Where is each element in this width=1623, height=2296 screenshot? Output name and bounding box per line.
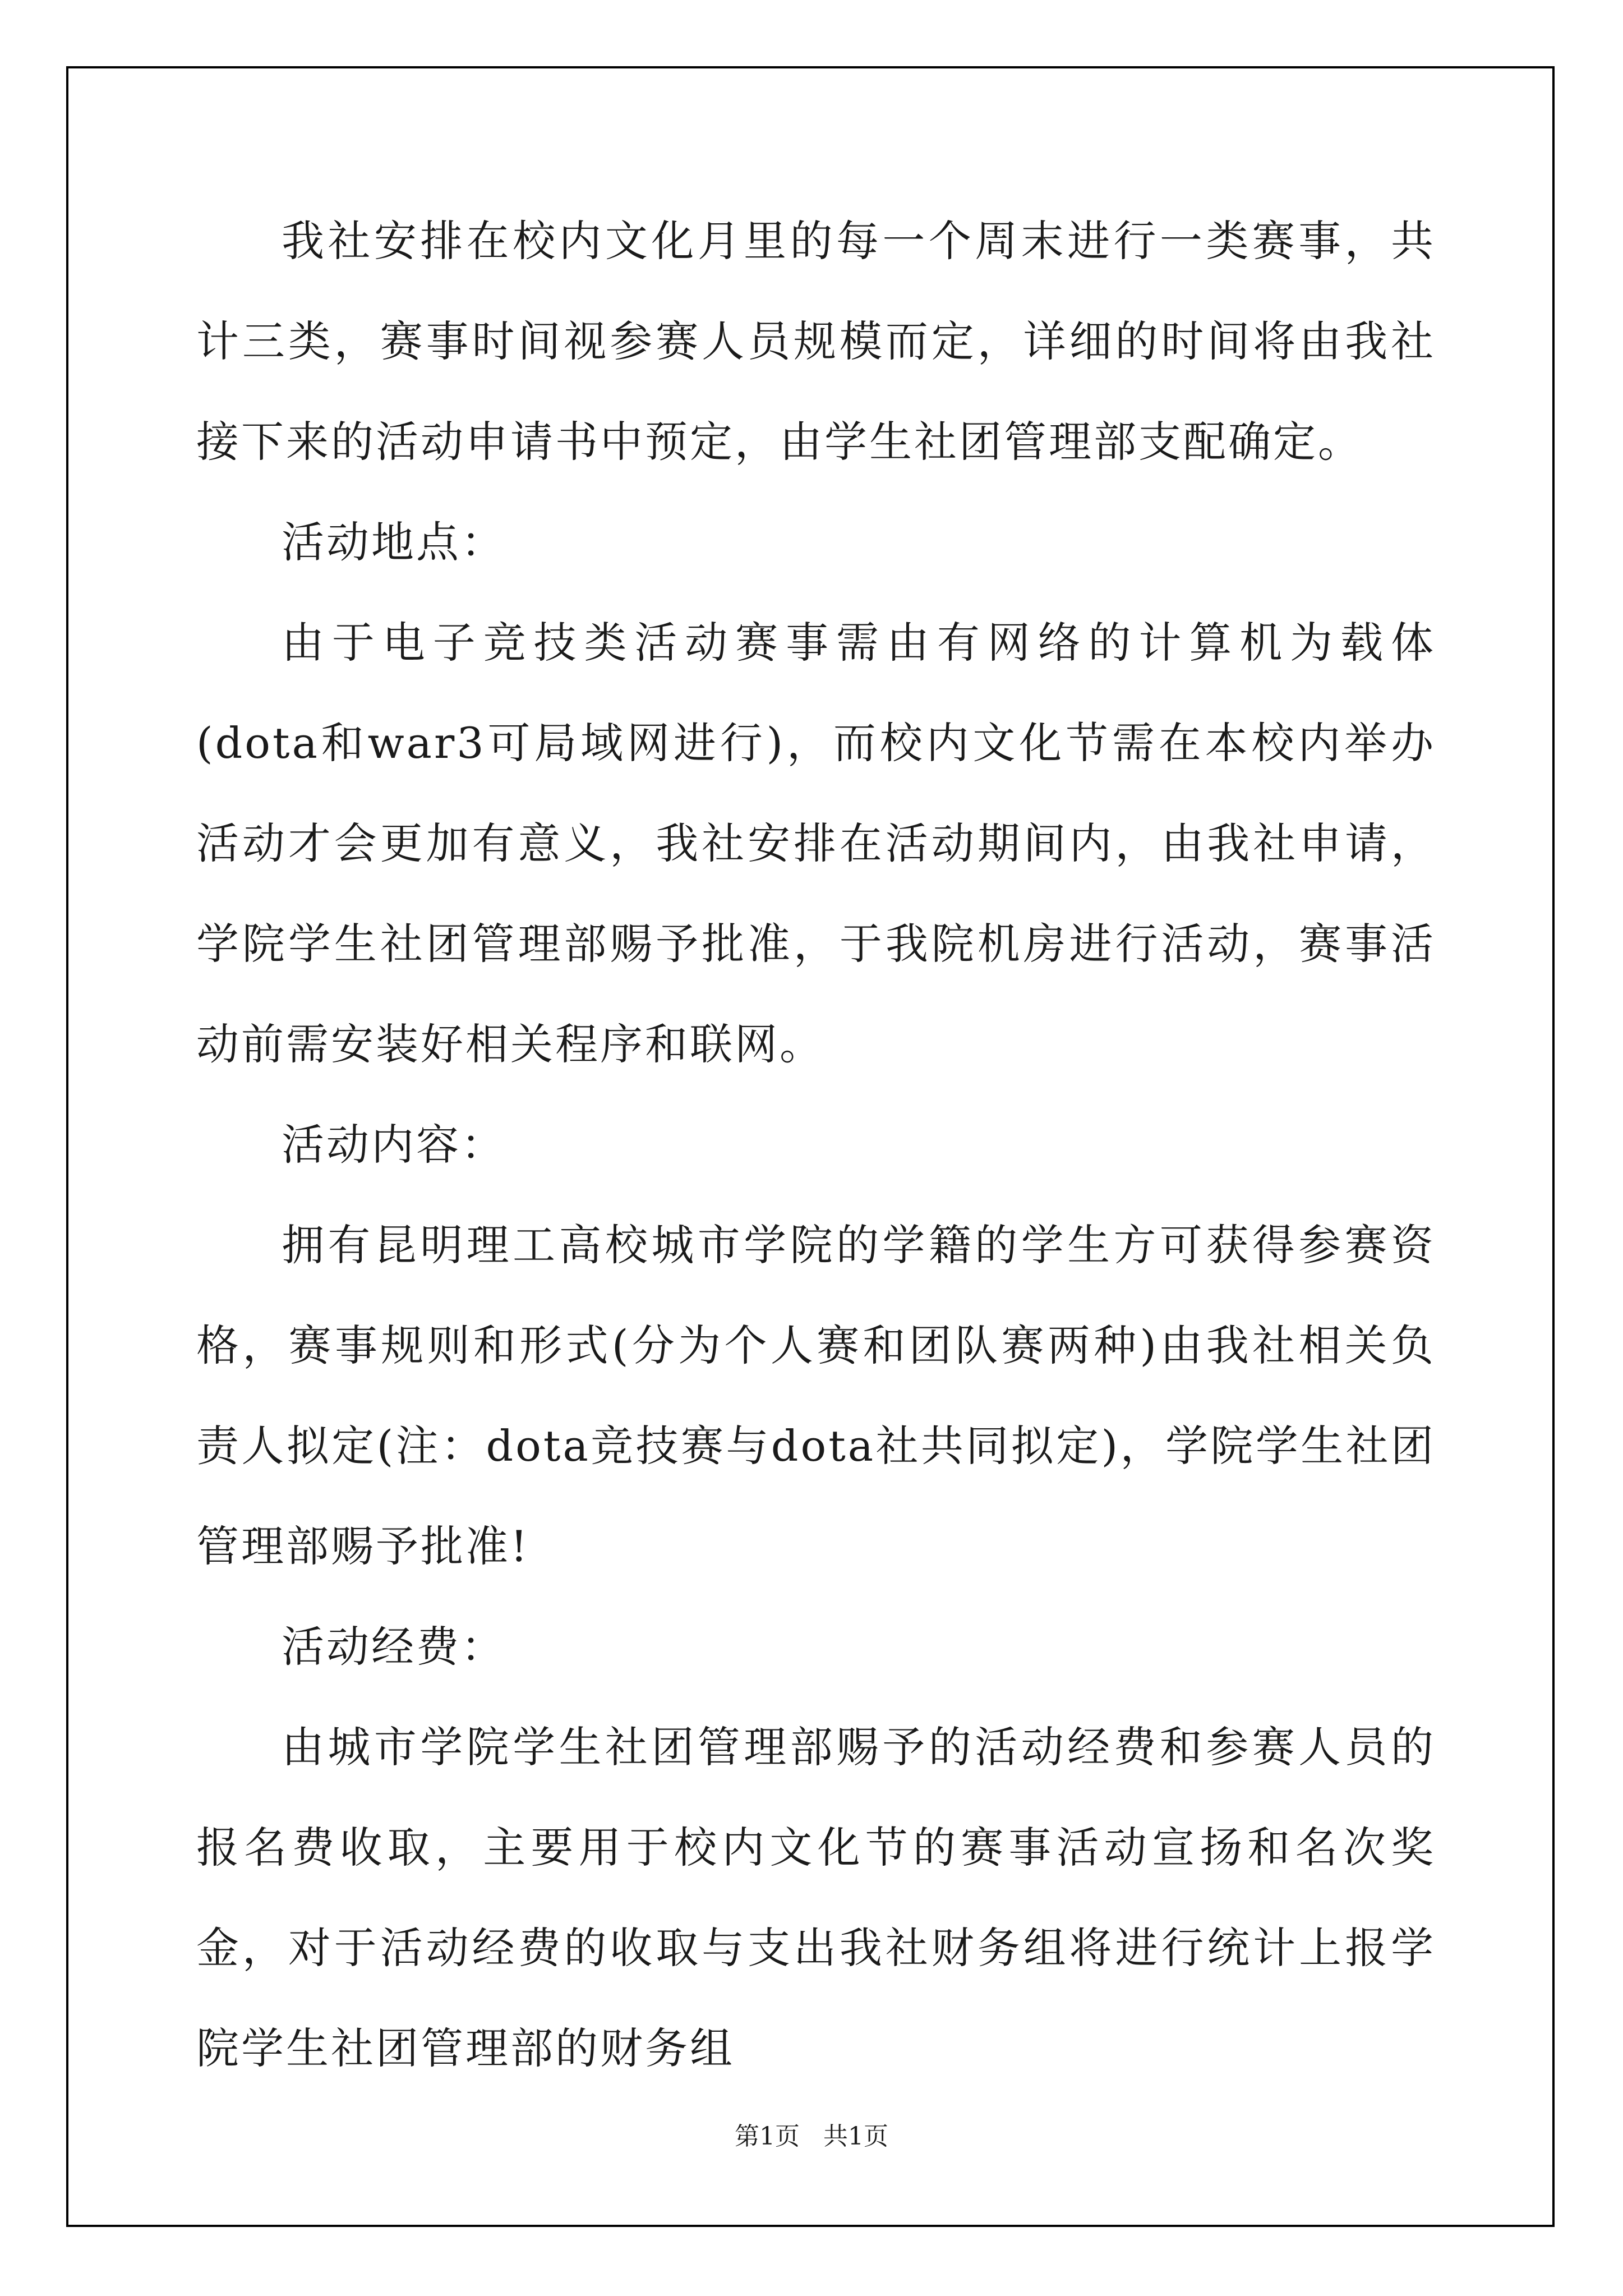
paragraph-content: 拥有昆明理工高校城市学院的学籍的学生方可获得参赛资格，赛事规则和形式(分为个人赛和团队赛两种)由我社相关负责人拟定(注：dota竞技赛与dota社共同拟定)，学院学生社团管理部赐予批准! bbox=[196, 1220, 1436, 1571]
page-number-footer: 第1页 共1页 bbox=[735, 2122, 888, 2151]
paragraph-funding: 由城市学院学生社团管理部赐予的活动经费和参赛人员的报名费收取，主要用于校内文化节的赛事活动宣扬和名次奖金，对于活动经费的收取与支出我社财务组将进行统计上报学院学生社团管理部的财务组 bbox=[196, 1722, 1436, 2073]
heading-content: 活动内容： bbox=[282, 1120, 506, 1170]
paragraph-schedule: 我社安排在校内文化月里的每一个周末进行一类赛事，共计三类，赛事时间视参赛人员规模而定，详细的时间将由我社接下来的活动申请书中预定，由学生社团管理部支配确定。 bbox=[196, 216, 1436, 467]
heading-venue: 活动地点： bbox=[282, 517, 506, 567]
paragraph-venue: 由于电子竞技类活动赛事需由有网络的计算机为载体(dota和war3可局域网进行)，而校内文化节需在本校内举办活动才会更加有意义，我社安排在活动期间内，由我社申请，学院学生社团管理部赐予批准，于我院机房进行活动，赛事活动前需安装好相关程序和联网。 bbox=[196, 618, 1436, 1069]
heading-funding: 活动经费： bbox=[282, 1622, 506, 1672]
document-body bbox=[196, 191, 1436, 2099]
